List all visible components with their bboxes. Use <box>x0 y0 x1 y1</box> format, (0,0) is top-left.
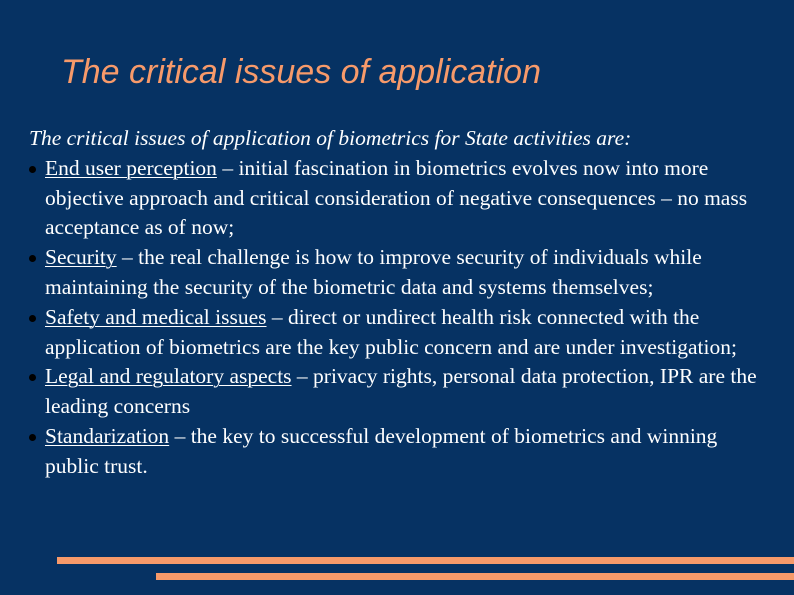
bullet-dot-icon <box>29 374 36 381</box>
bullet-dot-icon <box>29 166 36 173</box>
decorative-bar-lower <box>156 573 794 580</box>
bullet-term: End user perception <box>45 155 217 180</box>
bullet-term: Safety and medical issues <box>45 304 267 329</box>
bullet-text: – privacy rights, personal data protection, IPR are the leading concerns <box>45 364 757 419</box>
bullet-list <box>29 154 774 482</box>
bullet-dot-icon <box>29 255 36 262</box>
bullet-item-legal-regulatory <box>29 362 774 422</box>
bullet-text: – the real challenge is how to improve security of individuals while maintaining the security of the biometric data and systems themselves; <box>45 245 702 299</box>
bullet-text: – direct or undirect health risk connected with the application of biometrics are the key public concern and are under investigation; <box>45 304 737 359</box>
bullet-dot-icon <box>29 434 36 441</box>
bullet-term: Legal and regulatory aspects <box>45 364 292 389</box>
decorative-bar-upper <box>57 557 794 564</box>
bullet-dot-icon <box>29 315 36 322</box>
bullet-item-end-user-perception <box>29 154 774 243</box>
slide-title: The critical issues of application <box>61 53 542 91</box>
slide-body <box>29 124 774 482</box>
bullet-term: Standarization <box>45 423 170 448</box>
bullet-term: Security <box>45 245 117 270</box>
bullet-text: – the key to successful development of biometrics and winning public trust. <box>45 423 718 478</box>
bullet-item-safety-medical <box>29 303 774 363</box>
intro-text: The critical issues of application of biometrics for State activities are: <box>29 126 632 150</box>
bullet-item-standarization <box>29 422 774 482</box>
bullet-item-security <box>29 243 774 303</box>
bullet-text: – initial fascination in biometrics evolves now into more objective approach and critical consideration of negative consequences – no mass acceptance as of now; <box>45 155 748 240</box>
